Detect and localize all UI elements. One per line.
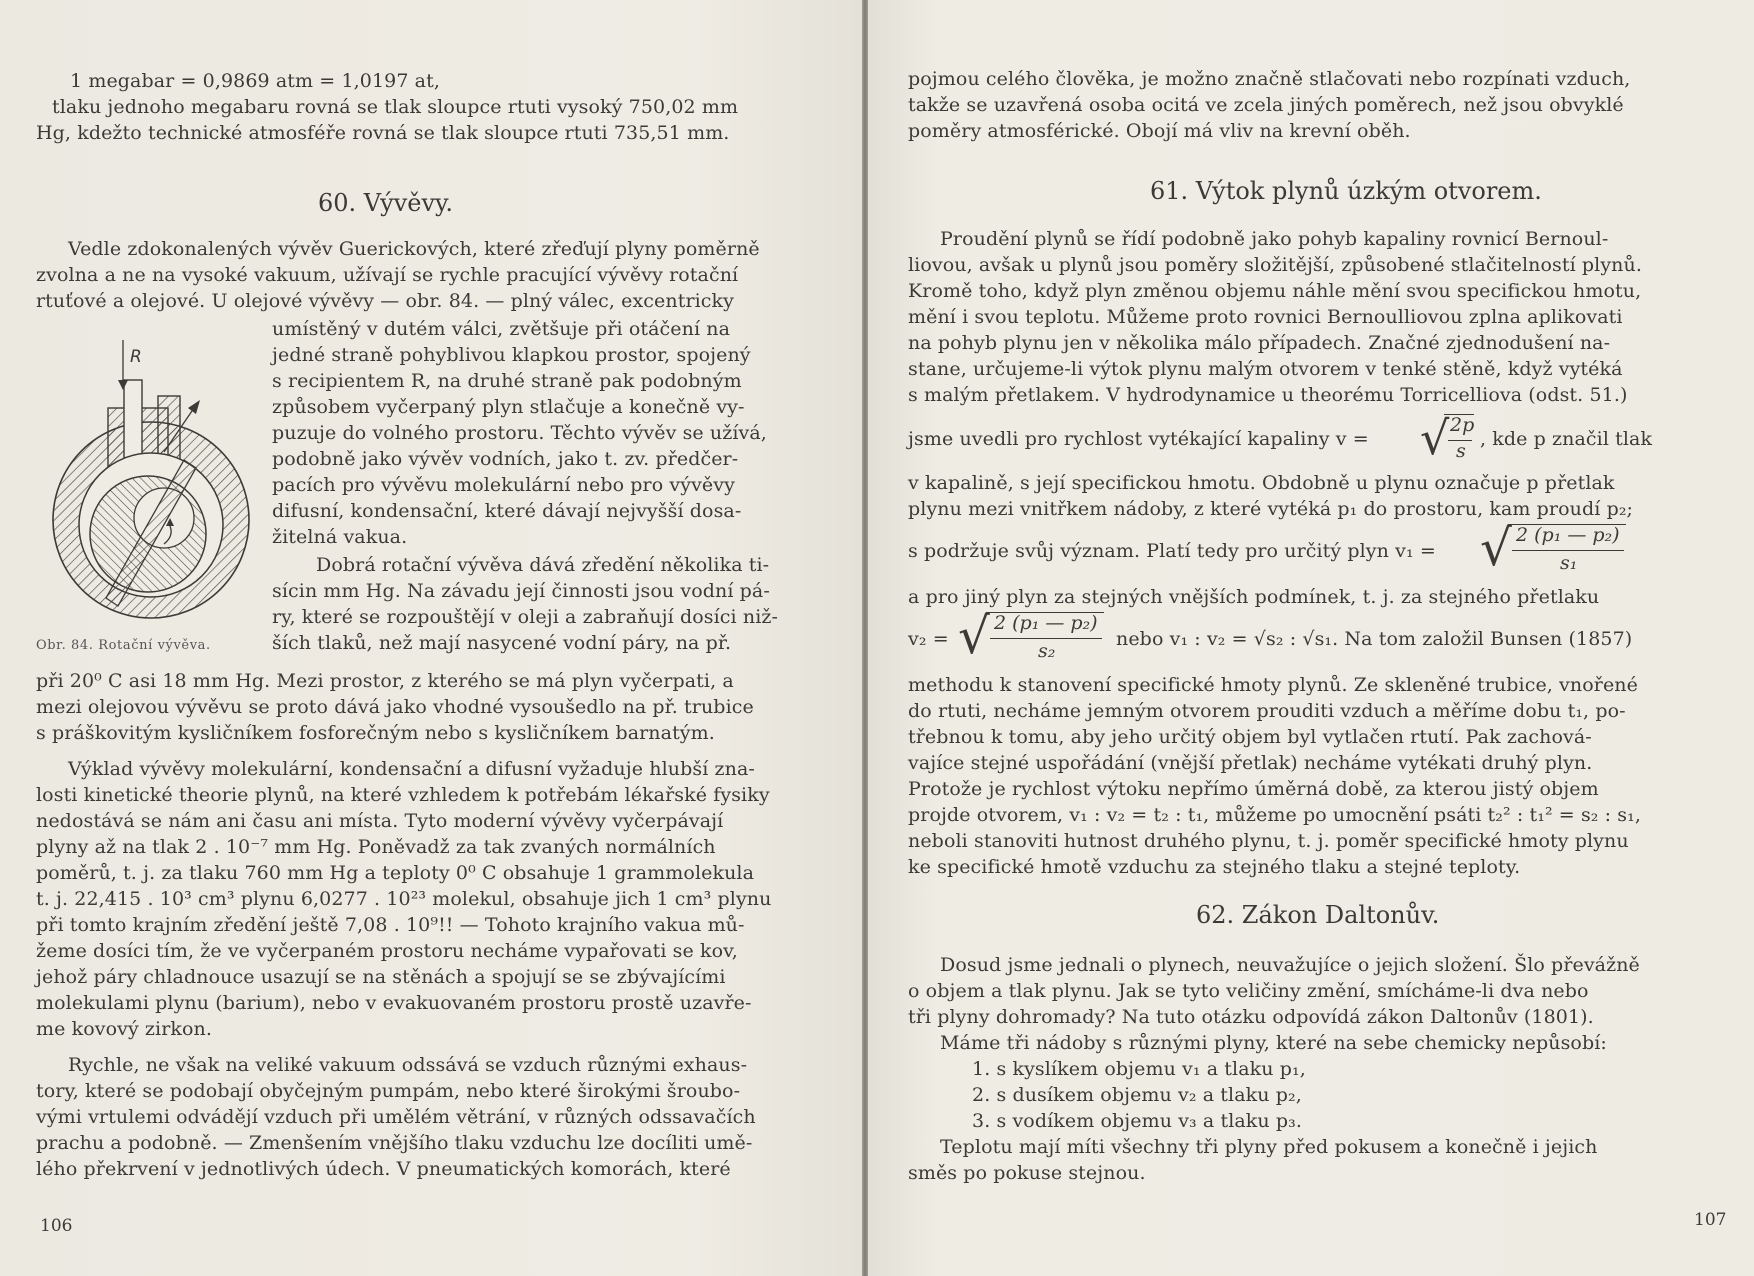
eq2-before: s podržuje svůj význam. Platí tedy pro určitý plyn v₁ = bbox=[908, 540, 1436, 562]
eq3-after: nebo v₁ : v₂ = √s₂ : √s₁. Na tom založil Bunsen (1857) bbox=[1116, 628, 1633, 650]
paragraph-line: mění i svou teplotu. Můžeme proto rovnici Bernoulliovou zplna aplikovati bbox=[908, 306, 1623, 328]
paragraph-line: při tomto krajním zředění ještě 7,08 . 10⁹!! — Tohoto krajního vakua mů- bbox=[36, 914, 745, 936]
paragraph-line: vými vrtulemi odvádějí vzduch při umělém větrání, v různých odssavačích bbox=[36, 1106, 756, 1128]
eq1-before: jsme uvedli pro rychlost vytékající kapaliny v = bbox=[908, 428, 1369, 450]
paragraph-line: žitelná vakua. bbox=[272, 526, 408, 548]
paragraph-line: ších tlaků, než mají nasycené vodní páry, na př. bbox=[272, 632, 732, 654]
paragraph-line: s recipientem R, na druhé straně pak podobným bbox=[272, 370, 742, 392]
paragraph-line: jehož páry chladnouce usazují se na stěnách a spojují se se zbývajícími bbox=[36, 966, 726, 988]
paragraph-line: projde otvorem, v₁ : v₂ = t₂ : t₁, můžeme po umocnění psáti t₂² : t₁² = s₂ : s₁, bbox=[908, 804, 1642, 826]
sqrt-sign: √ bbox=[1480, 519, 1512, 577]
paragraph-line: ke specifické hmotě vzduchu za stejného tlaku a stejné teploty. bbox=[908, 856, 1521, 878]
paragraph-line: třebnou k tomu, aby jeho určitý objem byl vytlačen rtutí. Pak zachová- bbox=[908, 726, 1592, 748]
figure-caption: Obr. 84. Rotační vývěva. bbox=[36, 638, 211, 653]
section-heading-62: 62. Zákon Daltonův. bbox=[1196, 901, 1440, 929]
paragraph-line: do rtuti, necháme jemným otvorem prouditi vzduch a měříme dobu t₁, po- bbox=[908, 700, 1626, 722]
paragraph-line: způsobem vyčerpaný plyn stlačuje a konečně vy- bbox=[272, 396, 745, 418]
paragraph-line: molekulami plynu (barium), nebo v evakuovaném prostoru prostě uzavře- bbox=[36, 992, 752, 1014]
paragraph-line: Dosud jsme jednali o plynech, neuvažujíce o jejich složení. Šlo převážně bbox=[940, 954, 1640, 976]
paragraph-line: Máme tři nádoby s různými plyny, které na sebe chemicky nepůsobí: bbox=[940, 1032, 1607, 1054]
paragraph-line: Protože je rychlost výtoku nepřímo úměrná době, za kterou jistý objem bbox=[908, 778, 1599, 800]
paragraph-line: na pohyb plynu jen v několika málo případech. Značné zjednodušení na- bbox=[908, 332, 1611, 354]
paragraph-line: zvolna a ne na vysoké vakuum, užívají se rychle pracující vývěvy rotační bbox=[36, 264, 739, 286]
section-heading-60: 60. Vývěvy. bbox=[318, 189, 454, 217]
eq3-denominator: s₂ bbox=[1038, 640, 1056, 662]
paragraph-line: s malým přetlakem. V hydrodynamice u theorému Torricelliova (odst. 51.) bbox=[908, 384, 1628, 406]
paragraph-line: podobně jako vývěv vodních, jako t. zv. předčer- bbox=[272, 448, 739, 470]
paragraph-line: Vedle zdokonalených vývěv Guerickových, které zřeďují plyny poměrně bbox=[68, 238, 760, 260]
intro-line: takže se uzavřená osoba ocitá ve zcela jiných poměrech, než jsou obvyklé bbox=[908, 94, 1624, 116]
list-item: 1. s kyslíkem objemu v₁ a tlaku p₁, bbox=[972, 1058, 1306, 1080]
paragraph-line: mezi olejovou vývěvu se proto dává jako vhodné vysoušedlo na př. trubice bbox=[36, 696, 754, 718]
paragraph-line: Dobrá rotační vývěva dává zředění několika ti- bbox=[316, 554, 770, 576]
paragraph-line: sícin mm Hg. Na závadu její činnosti jsou vodní pá- bbox=[272, 580, 770, 602]
sqrt-eq3 bbox=[958, 606, 1108, 668]
eq1-numerator: 2p bbox=[1450, 414, 1475, 436]
list-item: 3. s vodíkem objemu v₃ a tlaku p₃. bbox=[972, 1110, 1303, 1132]
eq2-denominator: s₁ bbox=[1560, 552, 1578, 574]
paragraph-line: Teplotu mají míti všechny tři plyny před pokusem a konečně i jejich bbox=[940, 1136, 1598, 1158]
paragraph-line: při 20⁰ C asi 18 mm Hg. Mezi prostor, z kterého se má plyn vyčerpati, a bbox=[36, 670, 734, 692]
intro-line: 1 megabar = 0,9869 atm = 1,0197 at, bbox=[70, 70, 440, 92]
page-number-left: 106 bbox=[40, 1216, 73, 1236]
paragraph-line: rtuťové a olejové. U olejové vývěvy — obr. 84. — plný válec, excentricky bbox=[36, 290, 734, 312]
paragraph-line: Kromě toho, když plyn změnou objemu náhle mění svou specifickou hmotu, bbox=[908, 280, 1642, 302]
intro-line: pojmou celého člověka, je možno značně stlačovati nebo rozpínati vzduch, bbox=[908, 68, 1631, 90]
page-number-right: 107 bbox=[1694, 1210, 1727, 1230]
paragraph-line: difusní, kondensační, které dávají nejvyšší dosa- bbox=[272, 500, 742, 522]
intro-line: Hg, kdežto technické atmosféře rovná se tlak sloupce rtuti 735,51 mm. bbox=[36, 122, 730, 144]
eq3-before: v₂ = bbox=[908, 628, 949, 650]
paragraph-line: puzuje do volného prostoru. Těchto vývěv se užívá, bbox=[272, 422, 767, 444]
paragraph-line: s práškovitým kysličníkem fosforečným nebo s kysličníkem barnatým. bbox=[36, 722, 715, 744]
paragraph-line: o objem a tlak plynu. Jak se tyto veličiny změní, smícháme-li dva nebo bbox=[908, 980, 1589, 1002]
paragraph-line: Výklad vývěvy molekulární, kondensační a difusní vyžaduje hlubší zna- bbox=[68, 758, 755, 780]
paragraph-line: v kapalině, s její specifickou hmotu. Obdobně u plynu označuje p přetlak bbox=[908, 472, 1615, 494]
rotary-pump-figure bbox=[36, 340, 266, 640]
paragraph-line: neboli stanoviti hutnost druhého plynu, t. j. poměr specifické hmoty plynu bbox=[908, 830, 1629, 852]
paragraph-line: žeme dosíci tím, že ve vyčerpaném prostoru necháme vypařovati se kov, bbox=[36, 940, 738, 962]
paragraph-line: a pro jiný plyn za stejných vnějších podmínek, t. j. za stejného přetlaku bbox=[908, 586, 1600, 608]
eq3-numerator: 2 (p₁ — p₂) bbox=[994, 612, 1098, 634]
paragraph-line: liovou, avšak u plynů jsou poměry složitější, způsobené stlačitelností plynů. bbox=[908, 254, 1642, 276]
paragraph-line: Rychle, ne však na veliké vakuum odssává se vzduch různými exhaus- bbox=[68, 1054, 748, 1076]
eq1-denominator: s bbox=[1456, 440, 1466, 462]
paragraph-line: pacích pro vývěvu molekulární nebo pro vývěvy bbox=[272, 474, 735, 496]
paragraph-line: plyny až na tlak 2 . 10⁻⁷ mm Hg. Poněvadž za tak zvaných normálních bbox=[36, 836, 716, 858]
paragraph-line: t. j. 22,415 . 10³ cm³ plynu 6,0277 . 10²³ molekul, obsahuje jich 1 cm³ plynu bbox=[36, 888, 772, 910]
paragraph-line: prachu a podobně. — Zmenšením vnějšího tlaku vzduchu lze docíliti umě- bbox=[36, 1132, 753, 1154]
paragraph-line: nedostává se nám ani času ani místa. Tyto moderní vývěvy vyčerpávají bbox=[36, 810, 724, 832]
paragraph-line: poměrů, t. j. za tlaku 760 mm Hg a teploty 0⁰ C obsahuje 1 grammolekula bbox=[36, 862, 755, 884]
equation-line-1 bbox=[908, 426, 1369, 452]
sqrt-2p-over-s bbox=[1420, 410, 1480, 466]
eq2-numerator: 2 (p₁ — p₂) bbox=[1516, 524, 1620, 546]
intro-line: poměry atmosférické. Obojí má vliv na krevní oběh. bbox=[908, 120, 1411, 142]
right-page bbox=[868, 0, 1754, 1276]
paragraph-line: tory, které se podobají obyčejným pumpám, nebo které širokými šroubo- bbox=[36, 1080, 741, 1102]
paragraph-line: methodu k stanovení specifické hmoty plynů. Ze skleněné trubice, vnořené bbox=[908, 674, 1638, 696]
paragraph-line: ry, které se rozpouštějí v oleji a zabraňují dosíci niž- bbox=[272, 606, 779, 628]
sqrt-sign: √ bbox=[958, 607, 990, 665]
paragraph-line: tři plyny dohromady? Na tuto otázku odpovídá zákon Daltonův (1801). bbox=[908, 1006, 1594, 1028]
sqrt-sign: √ bbox=[1420, 411, 1450, 465]
intro-line: tlaku jednoho megabaru rovná se tlak sloupce rtuti vysoký 750,02 mm bbox=[52, 96, 739, 118]
paragraph-line: me kovový zirkon. bbox=[36, 1018, 213, 1040]
paragraph-line: losti kinetické theorie plynů, na které vzhledem k potřebám lékařské fysiky bbox=[36, 784, 770, 806]
paragraph-line: plynu mezi vnitřkem nádoby, z které vytéká p₁ do prostoru, kam proudí p₂; bbox=[908, 498, 1634, 520]
section-heading-61: 61. Výtok plynů úzkým otvorem. bbox=[1150, 177, 1542, 205]
paragraph-line: lého překrvení v jednotlivých údech. V pneumatických komorách, které bbox=[36, 1158, 731, 1180]
paragraph-line: umístěný v dutém válci, zvětšuje při otáčení na bbox=[272, 318, 731, 340]
paragraph-line: vajíce stejné uspořádání (vnější přetlak) necháme vytékati druhý plyn. bbox=[908, 752, 1593, 774]
list-item: 2. s dusíkem objemu v₂ a tlaku p₂, bbox=[972, 1084, 1302, 1106]
paragraph-line: stane, určujeme-li výtok plynu malým otvorem v tenké stěně, když vytéká bbox=[908, 358, 1623, 380]
sqrt-eq2 bbox=[1480, 518, 1630, 580]
paragraph-line: směs po pokuse stejnou. bbox=[908, 1162, 1146, 1184]
eq1-after: , kde p značil tlak bbox=[1480, 428, 1653, 450]
left-page bbox=[0, 0, 862, 1276]
paragraph-line: jedné straně pohyblivou klapkou prostor, spojený bbox=[272, 344, 751, 366]
figure-label-r: R bbox=[130, 347, 142, 367]
paragraph-line: Proudění plynů se řídí podobně jako pohyb kapaliny rovnicí Bernoul- bbox=[940, 228, 1609, 250]
